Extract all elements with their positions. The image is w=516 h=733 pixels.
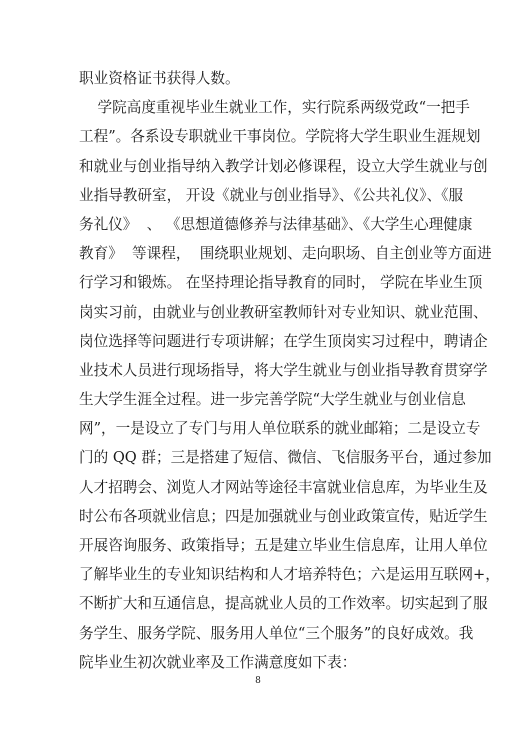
text-line: 务学生、服务学院、服务用人单位“三个服务”的良好成效。我 <box>79 624 474 642</box>
text-line: 网”，一是设立了专门与用人单位联系的就业邮箱；二是设立专 <box>79 420 481 438</box>
text-line: 岗位选择等问题进行专项讲解；在学生顶岗实习过程中，聘请企 <box>79 332 488 350</box>
text-line: 院毕业生初次就业率及工作满意度如下表： <box>79 653 357 671</box>
text-line: 职业资格证书获得人数。 <box>79 70 240 87</box>
text-line: 工程”。各系设专职就业干事岗位。学院将大学生职业生涯规划 <box>79 128 481 146</box>
body-text <box>79 64 500 677</box>
text-line: 教育》 等课程， 围绕职业规划、走向职场、自主创业等方面进 <box>79 245 492 263</box>
text-line: 行学习和锻炼。 在坚持理论指导教育的同时， 学院在毕业生顶 <box>79 274 483 292</box>
text-line: 业指导教研室， 开设《就业与创业指导》、《公共礼仪》、《服 <box>79 186 464 204</box>
text-line: 了解毕业生的专业知识结构和人才培养特色；六是运用互联网+， <box>79 566 500 584</box>
text-line: 业技术人员进行现场指导，将大学生就业与创业指导教育贯穿学 <box>79 361 488 379</box>
text-line: 生大学生涯全过程。进一步完善学院“大学生就业与创业信息 <box>79 391 466 409</box>
text-line: 门的 QQ 群；三是搭建了短信、微信、飞信服务平台，通过参加 <box>79 449 492 467</box>
text-line: 学院高度重视毕业生就业工作，实行院系两级党政“一把手 <box>79 99 470 117</box>
text-line: 时公布各项就业信息；四是加强就业与创业政策宣传，贴近学生 <box>79 507 488 525</box>
page-number: 8 <box>255 676 261 686</box>
text-line: 开展咨询服务、政策指导；五是建立毕业生信息库，让用人单位 <box>79 537 488 554</box>
text-line: 务礼仪》 、 《思想道德修养与法律基础》、《大学生心理健康 <box>79 215 473 233</box>
text-line: 人才招聘会、浏览人才网站等途径丰富就业信息库，为毕业生及 <box>79 478 488 496</box>
text-line: 和就业与创业指导纳入教学计划必修课程，设立大学生就业与创 <box>79 157 488 175</box>
text-line: 岗实习前，由就业与创业教研室教师针对专业知识、就业范围、 <box>79 303 488 321</box>
text-line: 不断扩大和互通信息，提高就业人员的工作效率。切实起到了服 <box>79 595 488 613</box>
